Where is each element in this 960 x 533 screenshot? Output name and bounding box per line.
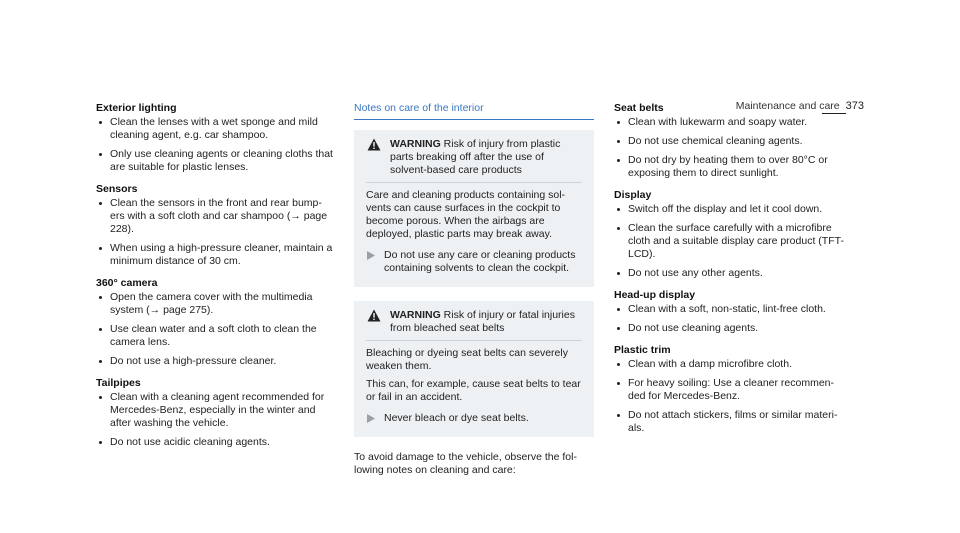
- column-middle: [354, 102, 594, 477]
- list-item: Clean the surface carefully with a microfibre cloth and a suitable display care product (TFT- LCD).: [614, 222, 854, 261]
- warning-box-plastic-parts: [354, 130, 594, 287]
- bullet-list: [614, 203, 854, 280]
- list-item: Open the camera cover with the multimedia system (→ page 275).: [96, 291, 336, 317]
- bullet-list: [614, 303, 854, 335]
- warning-paragraph: This can, for example, cause seat belts to tear or fail in an accident.: [366, 378, 581, 403]
- action-text: Never bleach or dye seat belts.: [384, 412, 529, 424]
- list-item: For heavy soiling: Use a cleaner recommen- ded for Mercedes-Benz.: [614, 377, 854, 403]
- list-item: Clean with a soft, non-static, lint-free cloth.: [614, 303, 854, 316]
- list-item: Only use cleaning agents or cleaning cloths that are suitable for plastic lenses.: [96, 148, 336, 174]
- list-item: Clean with lukewarm and soapy water.: [614, 116, 854, 129]
- section-title: Display: [614, 189, 652, 201]
- list-item: Do not use acidic cleaning agents.: [96, 436, 336, 449]
- action-arrow-icon: [366, 249, 376, 260]
- section-title: 360° camera: [96, 277, 158, 289]
- section-display: [614, 189, 854, 280]
- section-name: Maintenance and care: [735, 100, 840, 112]
- bullet-list: [96, 391, 336, 449]
- list-item: Do not use cleaning agents.: [614, 322, 854, 335]
- warning-headline: Risk of injury from plastic parts breaking off after the use of solvent-based care products: [390, 138, 561, 176]
- warning-label: WARNING: [390, 309, 441, 321]
- list-item: Clean the lenses with a wet sponge and mild cleaning agent, e.g. car shampoo.: [96, 116, 336, 142]
- warning-body: [366, 347, 582, 404]
- warning-text: [390, 138, 582, 177]
- list-item: Clean with a damp microfibre cloth.: [614, 358, 854, 371]
- intro-paragraph: To avoid damage to the vehicle, observe the fol- lowing notes on cleaning and care:: [354, 451, 577, 476]
- warning-header: [366, 309, 582, 335]
- warning-headline: Risk of injury or fatal injuries from bleached seat belts: [390, 309, 575, 334]
- notes-heading: Notes on care of the interior: [354, 102, 594, 120]
- list-item: Do not attach stickers, films or similar materi- als.: [614, 409, 854, 435]
- section-tailpipes: [96, 377, 336, 449]
- warning-action: [366, 412, 582, 425]
- section-360-camera: [96, 277, 336, 368]
- warning-action: [366, 249, 582, 275]
- list-item: Do not use any other agents.: [614, 267, 854, 280]
- warning-text: [390, 309, 582, 335]
- warning-box-seat-belts: [354, 301, 594, 437]
- warning-label: WARNING: [390, 138, 441, 150]
- warning-header: [366, 138, 582, 177]
- action-arrow-icon: [366, 412, 376, 423]
- section-plastic-trim: [614, 344, 854, 435]
- bullet-list: [614, 116, 854, 180]
- section-seat-belts: [614, 102, 854, 180]
- warning-paragraph: Bleaching or dyeing seat belts can severely weaken them.: [366, 347, 568, 372]
- list-item: When using a high-pressure cleaner, maintain a minimum distance of 30 cm.: [96, 242, 336, 268]
- section-title: Tailpipes: [96, 377, 141, 389]
- section-title: Head-up display: [614, 289, 696, 301]
- list-item: Do not use chemical cleaning agents.: [614, 135, 854, 148]
- list-item: Switch off the display and let it cool down.: [614, 203, 854, 216]
- column-left: [96, 102, 336, 455]
- care-notes-intro: [354, 451, 594, 477]
- warning-body: [366, 189, 582, 241]
- list-item: Clean the sensors in the front and rear bump- ers with a soft cloth and car shampoo (→ page 228).: [96, 197, 336, 236]
- bullet-list: [96, 197, 336, 268]
- list-item: Do not dry by heating them to over 80°C or exposing them to direct sunlight.: [614, 154, 854, 180]
- section-sensors: [96, 183, 336, 268]
- list-item: Do not use a high-pressure cleaner.: [96, 355, 336, 368]
- warning-triangle-icon: [366, 309, 382, 322]
- section-title: Exterior lighting: [96, 102, 177, 114]
- warning-triangle-icon: [366, 138, 382, 151]
- divider: [366, 340, 582, 341]
- section-exterior-lighting: [96, 102, 336, 174]
- action-text: Do not use any care or cleaning products containing solvents to clean the cockpit.: [384, 249, 576, 274]
- bullet-list: [614, 358, 854, 435]
- section-title: Seat belts: [614, 102, 664, 114]
- page-number: 373: [845, 100, 864, 112]
- section-head-up-display: [614, 289, 854, 335]
- bullet-list: [96, 291, 336, 368]
- bullet-list: [96, 116, 336, 174]
- divider: [366, 182, 582, 183]
- list-item: Use clean water and a soft cloth to clean the camera lens.: [96, 323, 336, 349]
- column-right: [614, 102, 854, 441]
- list-item: Clean with a cleaning agent recommended for Mercedes-Benz, especially in the winter and after washing the vehicle.: [96, 391, 336, 430]
- warning-paragraph: Care and cleaning products containing sol- vents can cause surfaces in the cockpit to become porous. When the airbags are deployed, plastic parts may break away.: [366, 189, 566, 240]
- section-title: Sensors: [96, 183, 138, 195]
- section-title: Plastic trim: [614, 344, 671, 356]
